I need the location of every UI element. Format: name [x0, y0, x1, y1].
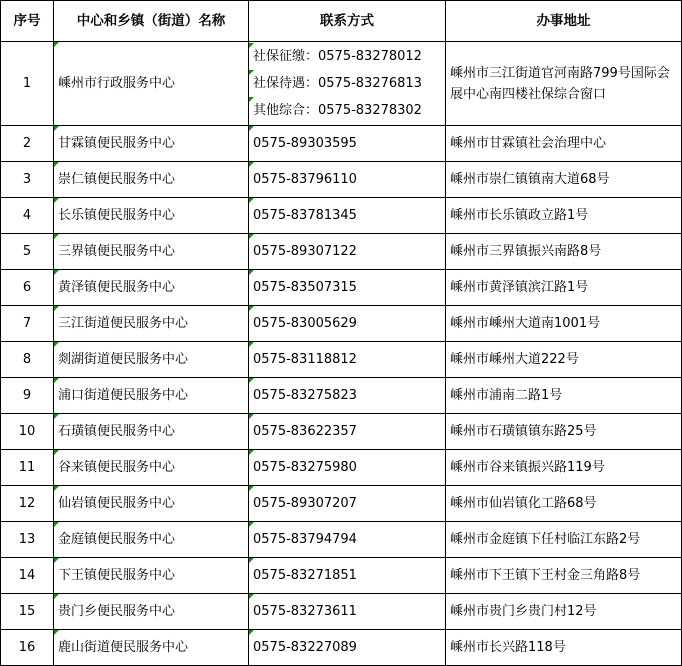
row-center-name: 贵门乡便民服务中心 — [54, 594, 249, 630]
row-center-name: 嵊州市行政服务中心 — [54, 42, 249, 126]
row-center-name: 石璜镇便民服务中心 — [54, 414, 249, 450]
row-index: 6 — [1, 270, 54, 306]
table-row — [1, 342, 682, 378]
table-row — [1, 378, 682, 414]
row-center-name: 甘霖镇便民服务中心 — [54, 126, 249, 162]
table-row — [1, 522, 682, 558]
row-contact: 0575-83622357 — [249, 414, 446, 450]
row-center-name: 黄泽镇便民服务中心 — [54, 270, 249, 306]
row-address: 嵊州市三界镇振兴南路8号 — [446, 234, 682, 270]
row-contact: 0575-89303595 — [249, 126, 446, 162]
header-address: 办事地址 — [446, 1, 682, 42]
row-center-name: 谷来镇便民服务中心 — [54, 450, 249, 486]
row-index: 2 — [1, 126, 54, 162]
table-row — [1, 162, 682, 198]
table-row — [1, 630, 682, 666]
header-index: 序号 — [1, 1, 54, 42]
row-address: 嵊州市谷来镇振兴路119号 — [446, 450, 682, 486]
row-address: 嵊州市黄泽镇滨江路1号 — [446, 270, 682, 306]
row-contact: 0575-83796110 — [249, 162, 446, 198]
row-contact: 0575-83275980 — [249, 450, 446, 486]
header-contact: 联系方式 — [249, 1, 446, 42]
row-address: 嵊州市长兴路118号 — [446, 630, 682, 666]
table-row — [1, 414, 682, 450]
row-index: 12 — [1, 486, 54, 522]
row-contact: 0575-89307207 — [249, 486, 446, 522]
table-row — [1, 234, 682, 270]
row-index: 3 — [1, 162, 54, 198]
table-row — [1, 306, 682, 342]
row-index: 5 — [1, 234, 54, 270]
table-row — [1, 558, 682, 594]
row-index: 15 — [1, 594, 54, 630]
row-address: 嵊州市嵊州大道222号 — [446, 342, 682, 378]
row-center-name: 浦口街道便民服务中心 — [54, 378, 249, 414]
row-center-name: 三界镇便民服务中心 — [54, 234, 249, 270]
table-row — [1, 270, 682, 306]
row-address: 嵊州市崇仁镇镇南大道68号 — [446, 162, 682, 198]
row-index: 7 — [1, 306, 54, 342]
row-center-name: 三江街道便民服务中心 — [54, 306, 249, 342]
row-contact — [249, 42, 446, 126]
row-address: 嵊州市长乐镇政立路1号 — [446, 198, 682, 234]
row-contact: 0575-83794794 — [249, 522, 446, 558]
table-header-row — [1, 1, 682, 42]
row-index: 11 — [1, 450, 54, 486]
row-address: 嵊州市三江街道官河南路799号国际会展中心南四楼社保综合窗口 — [446, 42, 682, 126]
table-row — [1, 594, 682, 630]
row-contact: 0575-83275823 — [249, 378, 446, 414]
row-address: 嵊州市贵门乡贵门村12号 — [446, 594, 682, 630]
row-contact: 0575-83507315 — [249, 270, 446, 306]
row-address: 嵊州市仙岩镇化工路68号 — [446, 486, 682, 522]
row-center-name: 崇仁镇便民服务中心 — [54, 162, 249, 198]
row-address: 嵊州市浦南二路1号 — [446, 378, 682, 414]
row-index: 16 — [1, 630, 54, 666]
row-contact: 0575-89307122 — [249, 234, 446, 270]
row-center-name: 下王镇便民服务中心 — [54, 558, 249, 594]
contact-line: 社保征缴：0575-83278012 — [253, 43, 445, 70]
table-row — [1, 198, 682, 234]
row-center-name: 金庭镇便民服务中心 — [54, 522, 249, 558]
row-center-name: 仙岩镇便民服务中心 — [54, 486, 249, 522]
table-row — [1, 450, 682, 486]
row-contact: 0575-83005629 — [249, 306, 446, 342]
row-index: 9 — [1, 378, 54, 414]
row-center-name: 鹿山街道便民服务中心 — [54, 630, 249, 666]
row-address: 嵊州市下王镇下王村金三角路8号 — [446, 558, 682, 594]
header-center-name: 中心和乡镇（街道）名称 — [54, 1, 249, 42]
contact-line: 其他综合：0575-83278302 — [253, 97, 445, 124]
row-contact: 0575-83781345 — [249, 198, 446, 234]
row-address: 嵊州市甘霖镇社会治理中心 — [446, 126, 682, 162]
row-center-name: 长乐镇便民服务中心 — [54, 198, 249, 234]
row-center-name: 剡湖街道便民服务中心 — [54, 342, 249, 378]
row-index: 14 — [1, 558, 54, 594]
row-contact: 0575-83273611 — [249, 594, 446, 630]
row-address: 嵊州市金庭镇下任村临江东路2号 — [446, 522, 682, 558]
table-row — [1, 126, 682, 162]
row-index: 10 — [1, 414, 54, 450]
row-index: 8 — [1, 342, 54, 378]
row-address: 嵊州市石璜镇镇东路25号 — [446, 414, 682, 450]
table-row — [1, 486, 682, 522]
row-address: 嵊州市嵊州大道南1001号 — [446, 306, 682, 342]
row-contact: 0575-83118812 — [249, 342, 446, 378]
row-index: 13 — [1, 522, 54, 558]
row-index: 1 — [1, 42, 54, 126]
row-contact: 0575-83227089 — [249, 630, 446, 666]
row-index: 4 — [1, 198, 54, 234]
table-row — [1, 42, 682, 126]
row-contact: 0575-83271851 — [249, 558, 446, 594]
contact-line: 社保待遇：0575-83276813 — [253, 70, 445, 97]
